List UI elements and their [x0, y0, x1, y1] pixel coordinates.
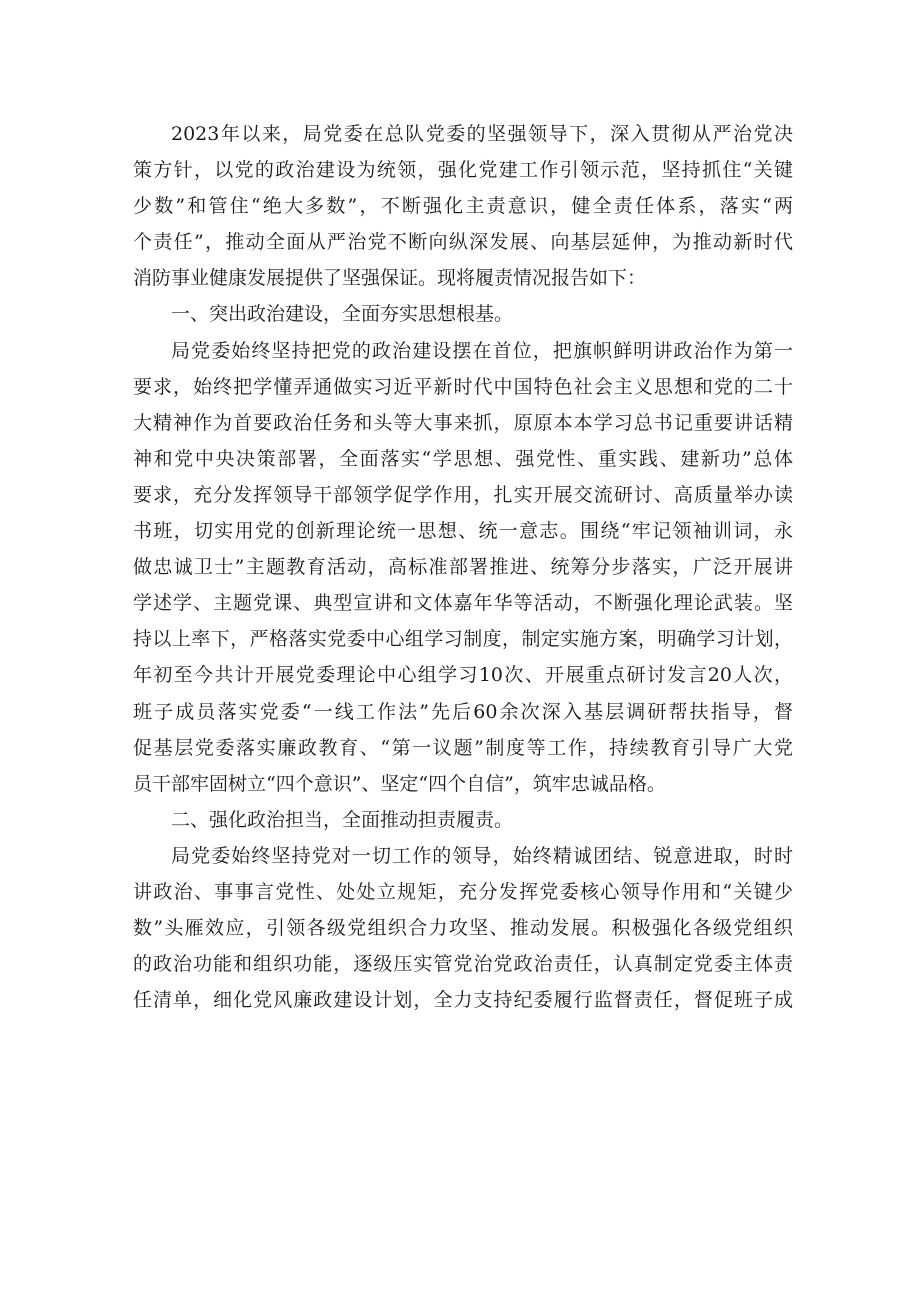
- document-line: 做忠诚卫士”主题教育活动，高标准部署推进、统筹分步落实，广泛开展讲: [133, 556, 793, 579]
- document-line: 要求，充分发挥领导干部领学促学作用，扎实开展交流研讨、高质量举办读: [133, 483, 793, 506]
- document-line: 员干部牢固树立“四个意识”、坚定“四个自信”，筑牢忠诚品格。: [133, 772, 666, 795]
- document-line: 任清单，细化党风廉政建设计划，全力支持纪委履行监督责任，督促班子成: [133, 989, 793, 1012]
- document-line: 神和党中央决策部署，全面落实“学思想、强党性、重实践、建新功”总体: [133, 447, 793, 470]
- document-line: 2023年以来，局党委在总队党委的坚强领导下，深入贯彻从严治党决: [171, 123, 793, 145]
- document-line: 持以上率下，严格落实党委中心组学习制度，制定实施方案，明确学习计划，: [133, 628, 793, 651]
- document-line: 消防事业健康发展提供了坚强保证。现将履责情况报告如下：: [133, 267, 647, 290]
- document-line: 一、突出政治建设，全面夯实思想根基。: [171, 303, 514, 326]
- document-line: 班子成员落实党委“一线工作法”先后60余次深入基层调研帮扶指导，督: [133, 700, 793, 723]
- document-line: 少数”和管住“绝大多数”，不断强化主责意识，健全责任体系，落实“两: [133, 195, 793, 218]
- document-line: 局党委始终坚持党对一切工作的领导，始终精诚团结、锐意进取，时时: [171, 844, 793, 867]
- document-line: 的政治功能和组织功能，逐级压实管党治党政治责任，认真制定党委主体责: [133, 953, 793, 976]
- document-line: 个责任”，推动全面从严治党不断向纵深发展、向基层延伸，为推动新时代: [133, 231, 793, 254]
- document-line: 二、强化政治担当，全面推动担责履责。: [171, 808, 514, 831]
- document-line: 策方针，以党的政治建设为统领，强化党建工作引领示范，坚持抓住“关键: [133, 159, 793, 182]
- document-line: 促基层党委落实廉政教育、“第一议题”制度等工作，持续教育引导广大党: [133, 736, 793, 759]
- document-line: 年初至今共计开展党委理论中心组学习10次、开展重点研讨发言20人次，: [133, 664, 793, 687]
- document-line: 学述学、主题党课、典型宣讲和文体嘉年华等活动，不断强化理论武装。坚: [133, 592, 793, 615]
- document-line: 局党委始终坚持把党的政治建设摆在首位，把旗帜鲜明讲政治作为第一: [171, 339, 793, 362]
- document-line: 书班，切实用党的创新理论统一思想、统一意志。围绕“牢记领袖训词，永: [133, 520, 793, 543]
- document-line: 讲政治、事事言党性、处处立规矩，充分发挥党委核心领导作用和“关键少: [133, 880, 793, 903]
- document-body: [133, 116, 793, 1018]
- document-line: 大精神作为首要政治任务和头等大事来抓，原原本本学习总书记重要讲话精: [133, 411, 793, 434]
- document-line: 要求，始终把学懂弄通做实习近平新时代中国特色社会主义思想和党的二十: [133, 375, 793, 398]
- document-line: 数”头雁效应，引领各级党组织合力攻坚、推动发展。积极强化各级党组织: [133, 917, 793, 940]
